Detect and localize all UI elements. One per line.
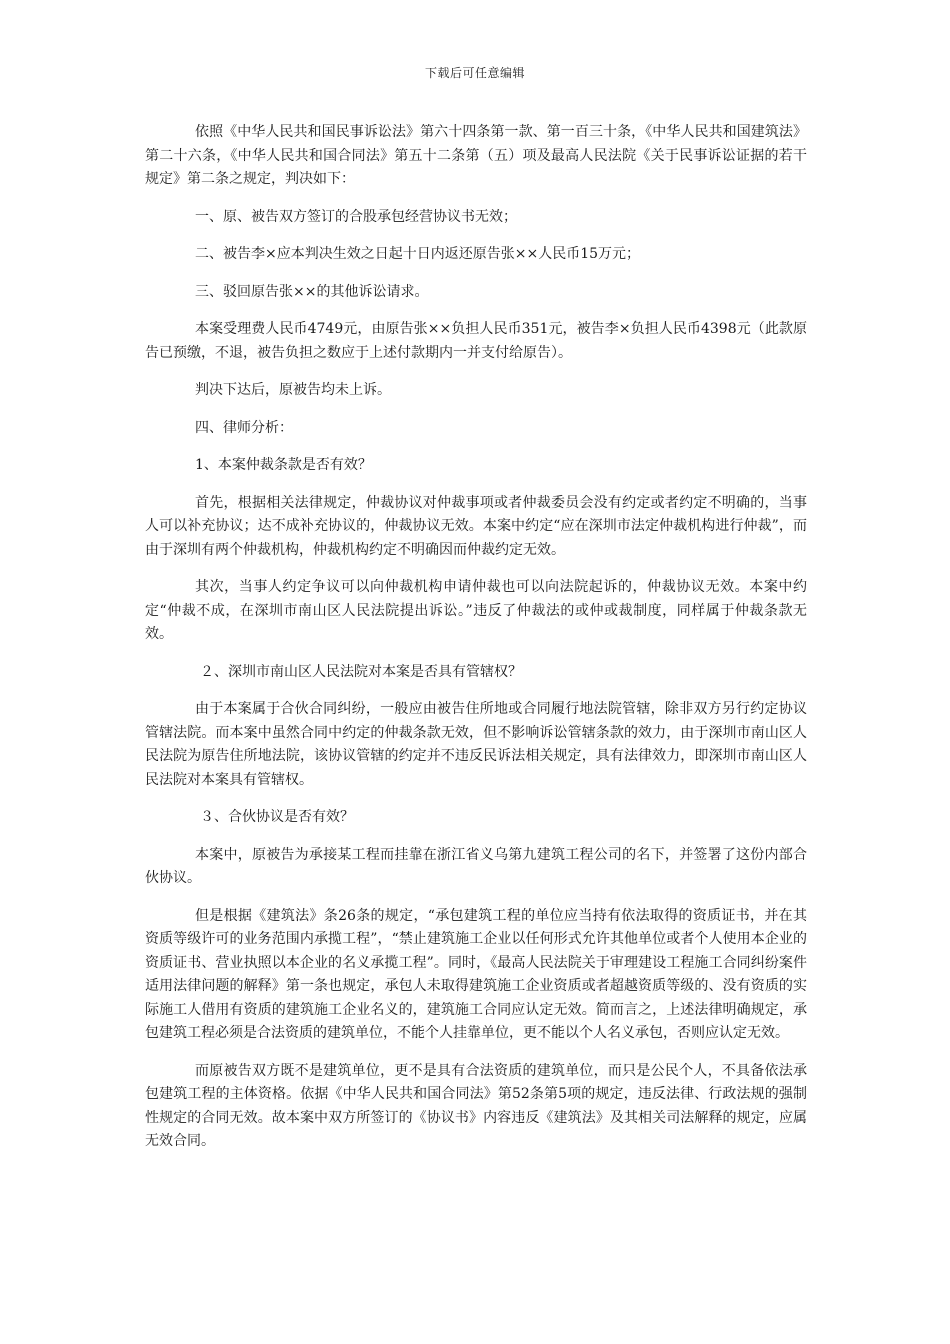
paragraph-no-appeal: 判决下达后，原被告均未上诉。 [195, 382, 391, 398]
section-heading-lawyer-analysis: 四、律师分析： [195, 419, 293, 436]
question-heading-2: ２、深圳市南山区人民法院对本案是否具有管辖权？ [200, 663, 522, 680]
paragraph-ruling-3: 三、驳回原告张××的其他诉讼请求。 [195, 283, 429, 300]
paragraph-court-fees: 本案受理费人民币4749元，由原告张××负担人民币351元，被告李×负担人民币4398元（此款原告已预缴，不退，被告负担之数应于上述付款期内一并支付给原告）。 [145, 321, 807, 361]
paragraph-conclusion: 而原被告双方既不是建筑单位，更不是具有合法资质的建筑单位，而只是公民个人，不具备依法承包建筑工程的主体资格。依据《中华人民共和国合同法》第52条第5项的规定，违反法律、行政法规的强制性规定的合同无效。故本案中双方所签订的《协议书》内容违反《建筑法》及其相关司法解释的规定，应属无效合同。 [145, 1062, 807, 1149]
paragraph-jurisdiction: 由于本案属于合伙合同纠纷，一般应由被告住所地或合同履行地法院管辖，除非双方另行约定协议管辖法院。而本案中虽然合同中约定的仲裁条款无效，但不影响诉讼管辖条款的效力，由于深圳市南山区人民法院为原告住所地法院，该协议管辖的约定并不违反民诉法相关规定，具有法律效力，即深圳市南山区人民法院对本案具有管辖权。 [145, 701, 807, 788]
paragraph-arbitration-first: 首先，根据相关法律规定，仲裁协议对仲裁事项或者仲裁委员会没有约定或者约定不明确的，当事人可以补充协议；达不成补充协议的，仲裁协议无效。本案中约定“应在深圳市法定仲裁机构进行仲裁”，而由于深圳有两个仲裁机构，仲裁机构约定不明确因而仲裁约定无效。 [145, 494, 807, 558]
page-header: 下载后可任意编辑 [424, 66, 525, 80]
paragraph-ruling-2: 二、被告李×应本判决生效之日起十日内返还原告张××人民币15万元； [195, 246, 641, 262]
question-heading-3: ３、合伙协议是否有效？ [200, 809, 354, 825]
paragraph-arbitration-second: 其次，当事人约定争议可以向仲裁机构申请仲裁也可以向法院起诉的，仲裁协议无效。本案中约定“仲裁不成，在深圳市南山区人民法院提出诉讼。”违反了仲裁法的或仲或裁制度，同样属于仲裁条款无效。 [145, 579, 807, 642]
document-body [145, 121, 807, 1168]
paragraph-construction-law: 但是根据《建筑法》条26条的规定，“承包建筑工程的单位应当持有依法取得的资质证书，并在其资质等级许可的业务范围内承揽工程”，“禁止建筑施工企业以任何形式允许其他单位或者个人使用本企业的资质证书、营业执照以本企业的名义承揽工程”。同时，《最高人民法院关于审理建设工程施工合同纠纷案件适用法律问题的解释》第一条也规定，承包人未取得建筑施工企业资质或者超越资质等级的、没有资质的实际施工人借用有资质的建筑施工企业名义的，建筑施工合同应认定无效。简而言之，上述法律明确规定，承包建筑工程必须是合法资质的建筑单位，不能个人挂靠单位，更不能以个人名义承包，否则应认定无效。 [145, 907, 807, 1041]
paragraph-judgment-basis: 依照《中华人民共和国民事诉讼法》第六十四条第一款、第一百三十条，《中华人民共和国建筑法》第二十六条，《中华人民共和国合同法》第五十二条第（五）项及最高人民法院《关于民事诉讼证据的若干规定》第二条之规定，判决如下： [145, 124, 807, 187]
paragraph-partnership-background: 本案中，原被告为承接某工程而挂靠在浙江省义乌第九建筑工程公司的名下，并签署了这份内部合伙协议。 [145, 846, 807, 886]
question-heading-1: 1、本案仲裁条款是否有效？ [195, 457, 372, 473]
paragraph-ruling-1: 一、原、被告双方签订的合股承包经营协议书无效； [195, 208, 517, 225]
